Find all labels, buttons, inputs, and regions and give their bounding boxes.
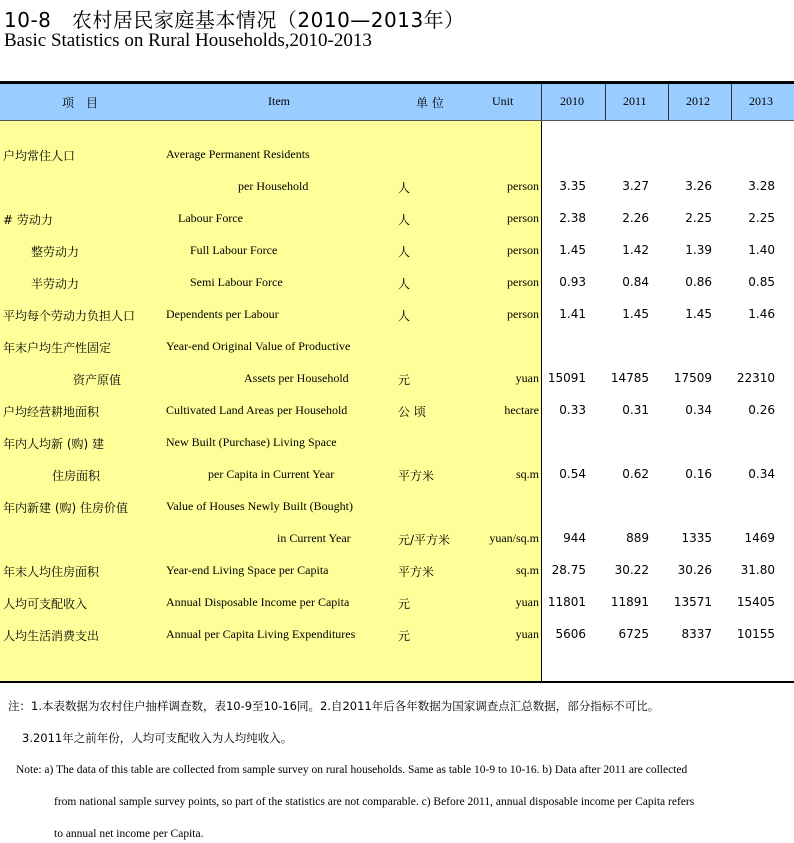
row-unit-cn: 平方米 bbox=[398, 469, 435, 483]
row-label-en: Year-end Living Space per Capita bbox=[166, 563, 329, 577]
row-label-cn: 年内新建 (购) 住房价值 bbox=[3, 501, 128, 515]
row-label-cn: 年末人均住房面积 bbox=[3, 565, 100, 579]
row-unit-en: person bbox=[507, 275, 539, 289]
row-label-en: per Household bbox=[238, 179, 309, 193]
row-unit-cn: 平方米 bbox=[398, 565, 435, 579]
row-unit-cn: 人 bbox=[398, 245, 411, 259]
row-label-cn: 人均可支配收入 bbox=[3, 597, 88, 611]
statistics-table bbox=[0, 81, 794, 683]
cell-2013: 1.40 bbox=[748, 243, 775, 257]
cell-2013: 1.46 bbox=[748, 307, 775, 321]
table-row bbox=[0, 555, 794, 587]
row-label-cn: 户均常住人口 bbox=[3, 149, 76, 163]
cell-2010: 28.75 bbox=[551, 563, 586, 577]
row-unit-en: yuan bbox=[515, 595, 539, 609]
cell-2011: 30.22 bbox=[614, 563, 649, 577]
row-label-cn: 住房面积 bbox=[52, 469, 101, 483]
cell-2013: 0.34 bbox=[748, 467, 775, 481]
cell-2011: 1.45 bbox=[622, 307, 649, 321]
cell-2011: 0.31 bbox=[622, 403, 649, 417]
cell-2013: 22310 bbox=[736, 371, 775, 385]
row-label-en: Full Labour Force bbox=[190, 243, 278, 257]
table-row bbox=[0, 395, 794, 427]
row-label-en: Average Permanent Residents bbox=[166, 147, 310, 161]
table-header bbox=[0, 84, 794, 121]
header-divider bbox=[668, 84, 669, 120]
row-unit-en: person bbox=[507, 243, 539, 257]
cell-2012: 2.25 bbox=[685, 211, 712, 225]
row-label-en: Year-end Original Value of Productive bbox=[166, 339, 351, 353]
row-unit-en: sq.m bbox=[515, 467, 539, 481]
table-row bbox=[0, 459, 794, 491]
row-label-cn: 年内人均新 (购) 建 bbox=[3, 437, 104, 451]
row-label-en: Assets per Household bbox=[244, 371, 349, 385]
cell-2012: 13571 bbox=[673, 595, 712, 609]
row-unit-en: person bbox=[507, 179, 539, 193]
row-label-en: Annual per Capita Living Expenditures bbox=[166, 627, 356, 641]
cell-2010: 11801 bbox=[547, 595, 586, 609]
header-divider bbox=[731, 84, 732, 120]
row-unit-en: yuan bbox=[515, 371, 539, 385]
row-label-cn: 半劳动力 bbox=[31, 277, 80, 291]
cell-2012: 0.16 bbox=[685, 467, 712, 481]
row-label-en: per Capita in Current Year bbox=[208, 467, 335, 481]
table-row bbox=[0, 267, 794, 299]
row-label-cn: 平均每个劳动力负担人口 bbox=[3, 309, 136, 323]
row-unit-cn: 元 bbox=[398, 597, 411, 611]
row-unit-cn: 元/平方米 bbox=[398, 533, 451, 547]
cell-2012: 3.26 bbox=[685, 179, 712, 193]
table-row bbox=[0, 523, 794, 555]
cell-2010: 5606 bbox=[555, 627, 586, 641]
cell-2012: 30.26 bbox=[677, 563, 712, 577]
row-label-en: New Built (Purchase) Living Space bbox=[166, 435, 337, 449]
row-unit-cn: 人 bbox=[398, 213, 411, 227]
cell-2011: 14785 bbox=[610, 371, 649, 385]
cell-2010: 1.45 bbox=[559, 243, 586, 257]
table-row bbox=[0, 619, 794, 651]
cell-2011: 2.26 bbox=[622, 211, 649, 225]
row-unit-cn: 元 bbox=[398, 373, 411, 387]
row-unit-cn: 元 bbox=[398, 629, 411, 643]
table-row bbox=[0, 171, 794, 203]
row-label-cn: 年末户均生产性固定 bbox=[3, 341, 112, 355]
cell-2010: 944 bbox=[563, 531, 586, 545]
cell-2013: 1469 bbox=[744, 531, 775, 545]
header-divider bbox=[541, 84, 542, 120]
cell-2012: 0.86 bbox=[685, 275, 712, 289]
cell-2011: 0.62 bbox=[622, 467, 649, 481]
row-label-en: Dependents per Labour bbox=[166, 307, 279, 321]
row-unit-en: person bbox=[507, 211, 539, 225]
table-row bbox=[0, 491, 794, 523]
note-en-line-1: Note: a) The data of this table are collected from sample survey on rural households. Same as table 10-9 to 10-16. b) Data after 2011 are collected bbox=[16, 764, 688, 776]
cell-2012: 1.39 bbox=[685, 243, 712, 257]
cell-2010: 1.41 bbox=[559, 307, 586, 321]
row-label-en: Annual Disposable Income per Capita bbox=[166, 595, 350, 609]
row-unit-cn: 公 顷 bbox=[398, 405, 426, 419]
row-unit-cn: 人 bbox=[398, 277, 411, 291]
cell-2012: 17509 bbox=[673, 371, 712, 385]
header-divider bbox=[605, 84, 606, 120]
cell-2010: 15091 bbox=[547, 371, 586, 385]
cell-2010: 0.93 bbox=[559, 275, 586, 289]
header-unit-en: Unit bbox=[492, 94, 514, 108]
row-unit-en: hectare bbox=[504, 403, 539, 417]
header-item-en: Item bbox=[268, 94, 290, 108]
row-label-cn: 人均生活消费支出 bbox=[3, 629, 100, 643]
row-unit-cn: 人 bbox=[398, 309, 411, 323]
row-label-en: Semi Labour Force bbox=[190, 275, 283, 289]
cell-2012: 0.34 bbox=[685, 403, 712, 417]
table-row bbox=[0, 299, 794, 331]
row-unit-en: yuan/sq.m bbox=[489, 531, 539, 545]
cell-2011: 889 bbox=[626, 531, 649, 545]
row-label-en: Labour Force bbox=[178, 211, 243, 225]
page-title-cn: 10-8 农村居民家庭基本情况（2010—2013年） bbox=[4, 8, 465, 32]
cell-2010: 3.35 bbox=[559, 179, 586, 193]
page-title-en: Basic Statistics on Rural Households,2010-2013 bbox=[4, 30, 372, 51]
row-label-en: Value of Houses Newly Built (Bought) bbox=[166, 499, 353, 513]
table-row bbox=[0, 235, 794, 267]
cell-2012: 8337 bbox=[681, 627, 712, 641]
cell-2010: 2.38 bbox=[559, 211, 586, 225]
header-year-2012: 2012 bbox=[686, 94, 710, 108]
note-cn-line-2: 3.2011年之前年份，人均可支配收入为人均纯收入。 bbox=[22, 731, 293, 745]
note-en-line-3: to annual net income per Capita. bbox=[54, 828, 204, 840]
cell-2010: 0.33 bbox=[559, 403, 586, 417]
cell-2013: 0.85 bbox=[748, 275, 775, 289]
table-row bbox=[0, 587, 794, 619]
note-cn-line-1: 注：1.本表数据为农村住户抽样调查数，表10-9至10-16同。2.自2011年后各年数据为国家调查点汇总数据，部分指标不可比。 bbox=[8, 699, 660, 713]
row-label-en: Cultivated Land Areas per Household bbox=[166, 403, 348, 417]
table-row bbox=[0, 139, 794, 171]
cell-2011: 11891 bbox=[610, 595, 649, 609]
cell-2012: 1.45 bbox=[685, 307, 712, 321]
note-en-line-2: from national sample survey points, so part of the statistics are not comparable. c) Before 2011, annual disposable income per Capita refers bbox=[54, 796, 695, 808]
cell-2011: 1.42 bbox=[622, 243, 649, 257]
cell-2013: 0.26 bbox=[748, 403, 775, 417]
cell-2012: 1335 bbox=[681, 531, 712, 545]
cell-2013: 10155 bbox=[736, 627, 775, 641]
row-label-cn: 整劳动力 bbox=[31, 245, 80, 259]
table-bottom-rule bbox=[0, 681, 794, 683]
row-label-en: in Current Year bbox=[277, 531, 351, 545]
header-item-cn: 项 目 bbox=[62, 96, 99, 110]
header-year-2011: 2011 bbox=[623, 94, 647, 108]
cell-2013: 2.25 bbox=[748, 211, 775, 225]
row-label-cn: # 劳动力 bbox=[3, 213, 53, 227]
table-row bbox=[0, 331, 794, 363]
cell-2013: 3.28 bbox=[748, 179, 775, 193]
cell-2011: 6725 bbox=[618, 627, 649, 641]
row-unit-cn: 人 bbox=[398, 181, 411, 195]
row-unit-en: yuan bbox=[515, 627, 539, 641]
table-row bbox=[0, 427, 794, 459]
row-unit-en: person bbox=[507, 307, 539, 321]
cell-2011: 3.27 bbox=[622, 179, 649, 193]
row-unit-en: sq.m bbox=[515, 563, 539, 577]
cell-2010: 0.54 bbox=[559, 467, 586, 481]
cell-2011: 0.84 bbox=[622, 275, 649, 289]
header-year-2010: 2010 bbox=[560, 94, 584, 108]
row-label-cn: 户均经营耕地面积 bbox=[3, 405, 100, 419]
row-label-cn: 资产原值 bbox=[73, 373, 122, 387]
header-unit-cn: 单 位 bbox=[416, 96, 444, 110]
table-row bbox=[0, 203, 794, 235]
table-row bbox=[0, 363, 794, 395]
cell-2013: 15405 bbox=[736, 595, 775, 609]
header-year-2013: 2013 bbox=[749, 94, 773, 108]
cell-2013: 31.80 bbox=[740, 563, 775, 577]
